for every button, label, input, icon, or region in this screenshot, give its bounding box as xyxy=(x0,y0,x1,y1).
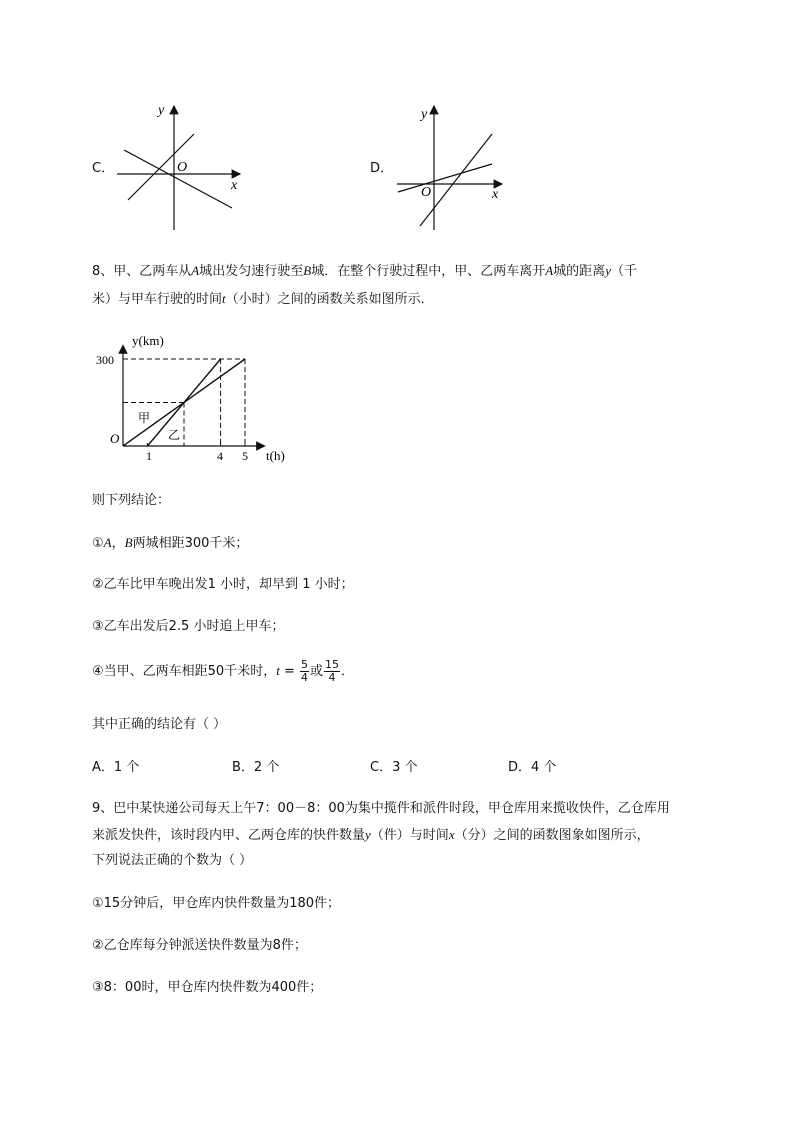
q9-stem-line2: 来派发快件，该时段内甲、乙两仓库的快件数量y（件）与时间x（分）之间的函数图象如图所示， xyxy=(92,827,650,843)
option-d-label: D． xyxy=(370,161,394,176)
chart-y-tick-300: 300 xyxy=(96,353,114,367)
option-c-label: C． xyxy=(92,161,115,176)
q8-option-b: B．2 个 xyxy=(232,760,280,775)
q8-statement-4: ④当甲、乙两车相距50千米时，t = $\frac{5}{4}$ 或 $\frac{15}{4}$ ． xyxy=(92,658,355,684)
x-axis-label: x xyxy=(231,178,238,193)
q8-statement-3: ③乙车出发后2.5 小时追上甲车； xyxy=(92,619,285,634)
line-shallow xyxy=(398,164,492,192)
q9-stem-line1: 9、巴中某快递公司每天上午7：00－8：00为集中揽件和派件时段，甲仓库用来揽收快件，乙仓库用 xyxy=(92,801,670,816)
chart-x-tick-1: 1 xyxy=(146,449,152,463)
option-d-graph xyxy=(392,100,522,235)
q8-distance-time-chart xyxy=(92,325,302,470)
q8-option-c: C．3 个 xyxy=(370,760,418,775)
q8-statement-2: ②乙车比甲车晚出发1 小时，却早到 1 小时； xyxy=(92,577,354,592)
q9-statement-1: ①15分钟后，甲仓库内快件数量为180件； xyxy=(92,896,341,911)
q8-question: 其中正确的结论有（ ） xyxy=(92,717,227,732)
q8-lead: 则下列结论： xyxy=(92,493,171,508)
q8-option-d: D．4 个 xyxy=(508,760,557,775)
y-axis-label: y xyxy=(158,103,165,118)
q9-statement-2: ②乙仓库每分钟派送快件数量为8件； xyxy=(92,938,307,953)
fraction-5-4: $\frac{5}{4}$ xyxy=(301,658,308,684)
line-decreasing xyxy=(124,150,232,208)
series-label-jia: 甲 xyxy=(138,411,151,425)
chart-x-label: t(h) xyxy=(266,448,285,463)
line-steep xyxy=(420,134,492,226)
q8-stem-line1: 8、甲、乙两车从A城出发匀速行驶至B城．在整个行驶过程中，甲、乙两车离开A城的距离y（千 xyxy=(92,263,637,279)
y-axis-label: y xyxy=(421,107,428,122)
x-axis-label: x xyxy=(492,187,499,202)
origin-label: O xyxy=(421,185,432,200)
origin-label: O xyxy=(177,160,188,175)
option-c-graph xyxy=(112,100,242,235)
fraction-15-4: $\frac{15}{4}$ xyxy=(325,658,340,684)
chart-x-tick-5: 5 xyxy=(242,449,248,463)
q9-statement-3: ③8：00时，甲仓库内快件数为400件； xyxy=(92,980,323,995)
chart-y-label: y(km) xyxy=(132,333,164,348)
chart-origin: O xyxy=(110,431,120,446)
chart-x-tick-4: 4 xyxy=(217,449,223,463)
q8-statement-1: ①A，B两城相距300千米； xyxy=(92,535,249,551)
q8-stem-line2: 米）与甲车行驶的时间t（小时）之间的函数关系如图所示． xyxy=(92,291,434,307)
series-label-yi: 乙 xyxy=(168,428,181,442)
q9-stem-line3: 下列说法正确的个数为（ ） xyxy=(92,853,253,868)
q8-option-a: A．1 个 xyxy=(92,760,140,775)
